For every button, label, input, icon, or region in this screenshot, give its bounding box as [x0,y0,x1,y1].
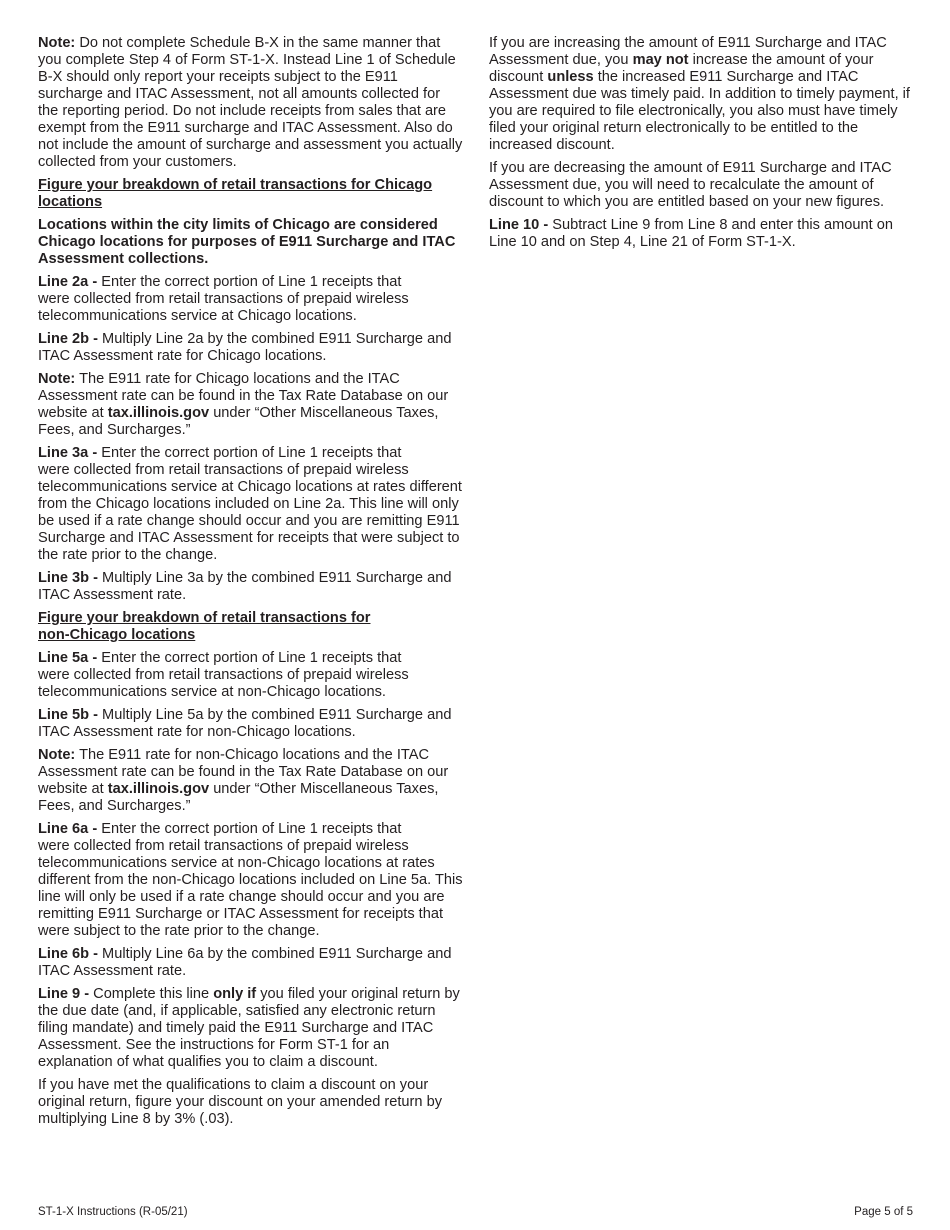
right-column [489,35,911,257]
line-5a: Line 5a - Enter the correct portion of Line 1 receipts that were collected from retail transactions of prepaid wireless telecommunications service at non-Chicago locations. [38,650,409,700]
line-6b: Line 6b - Multiply Line 6a by the combined E911 Surcharge and ITAC Assessment rate. [38,946,452,979]
website-link: tax.illinois.gov [107,781,210,797]
discount-calculation: If you have met the qualifications to claim a discount on your original return, figure your discount on your amended return by multiplying Line 8 by 3% (.03). [38,1077,442,1127]
footer-page-number: Page 5 of 5 [854,1206,913,1218]
line-10: Line 10 - Subtract Line 9 from Line 8 and enter this amount on Line 10 and on Step 4, Line 21 of Form ST-1-X. [489,217,893,250]
line-2a: Line 2a - Enter the correct portion of Line 1 receipts that were collected from retail transactions of prepaid wireless telecommunications service at Chicago locations. [38,274,409,324]
left-column [38,35,464,1134]
note-chicago-rate: Note: The E911 rate for Chicago locations and the ITAC Assessment rate can be found in the Tax Rate Database on our website at tax.illinois.gov under “Other Miscellaneous Taxes, Fees, and Surcharges.” [38,371,449,438]
chicago-definition: Locations within the city limits of Chicago are considered Chicago locations for purposes of E911 Surcharge and ITAC Assessment collections. [38,217,456,267]
increasing-amount-paragraph: If you are increasing the amount of E911 Surcharge and ITAC Assessment due, you may not increase the amount of your discount unless the increased E911 Surcharge and ITAC Assessment due was timely paid. In addition to timely payment, if you are required to file electronically, you also must have timely filed your original return electronically to be entitled to the increased discount. [489,35,910,153]
line-2b: Line 2b - Multiply Line 2a by the combined E911 Surcharge and ITAC Assessment rate for Chicago locations. [38,331,452,364]
line-6a: Line 6a - Enter the correct portion of Line 1 receipts that were collected from retail transactions of prepaid wireless telecommunications service at non-Chicago locations at rates different from the non-Chicago locations included on Line 5a. This line will only be used if a rate change should occur and you are remitting E911 Surcharge or ITAC Assessment for receipts that were subject to the rate prior to the change. [38,821,463,939]
line-3b: Line 3b - Multiply Line 3a by the combined E911 Surcharge and ITAC Assessment rate. [38,570,452,603]
heading-chicago-locations: Figure your breakdown of retail transactions for Chicago locations [38,177,433,210]
note-schedule-bx: Note: Do not complete Schedule B-X in the same manner that you complete Step 4 of Form ST-1-X. Instead Line 1 of Schedule B-X should only report your receipts subject to the E911 surcharge and ITAC Assessment, not all amounts collected for the reporting period. Do not include receipts from sales that are exempt from the E911 surcharge and ITAC Assessment. Also do not include the amount of surcharge and assessment you actually collected from your customers. [38,35,463,170]
website-link: tax.illinois.gov [107,405,210,421]
decreasing-amount-paragraph: If you are decreasing the amount of E911 Surcharge and ITAC Assessment due, you will need to recalculate the amount of discount to which you are entitled based on your new figures. [489,160,892,210]
note-non-chicago-rate: Note: The E911 rate for non-Chicago locations and the ITAC Assessment rate can be found in the Tax Rate Database on our website at tax.illinois.gov under “Other Miscellaneous Taxes, Fees, and Surcharges.” [38,747,449,814]
line-9: Line 9 - Complete this line only if you filed your original return by the due date (and, if applicable, satisfied any electronic return filing mandate) and timely paid the E911 Surcharge and ITAC Assessment. See the instructions for Form ST-1 for an explanation of what qualifies you to claim a discount. [38,986,460,1070]
line-3a: Line 3a - Enter the correct portion of Line 1 receipts that were collected from retail transactions of prepaid wireless telecommunications service at Chicago locations at rates different from the Chicago locations included on Line 2a. This line will only be used if a rate change should occur and you are remitting E911 Surcharge and ITAC Assessment for receipts that were subject to the rate prior to the change. [38,445,462,563]
line-5b: Line 5b - Multiply Line 5a by the combined E911 Surcharge and ITAC Assessment rate for non-Chicago locations. [38,707,452,740]
footer-form-id: ST-1-X Instructions (R-05/21) [38,1206,188,1218]
heading-non-chicago-locations: Figure your breakdown of retail transactions for non-Chicago locations [38,610,371,643]
